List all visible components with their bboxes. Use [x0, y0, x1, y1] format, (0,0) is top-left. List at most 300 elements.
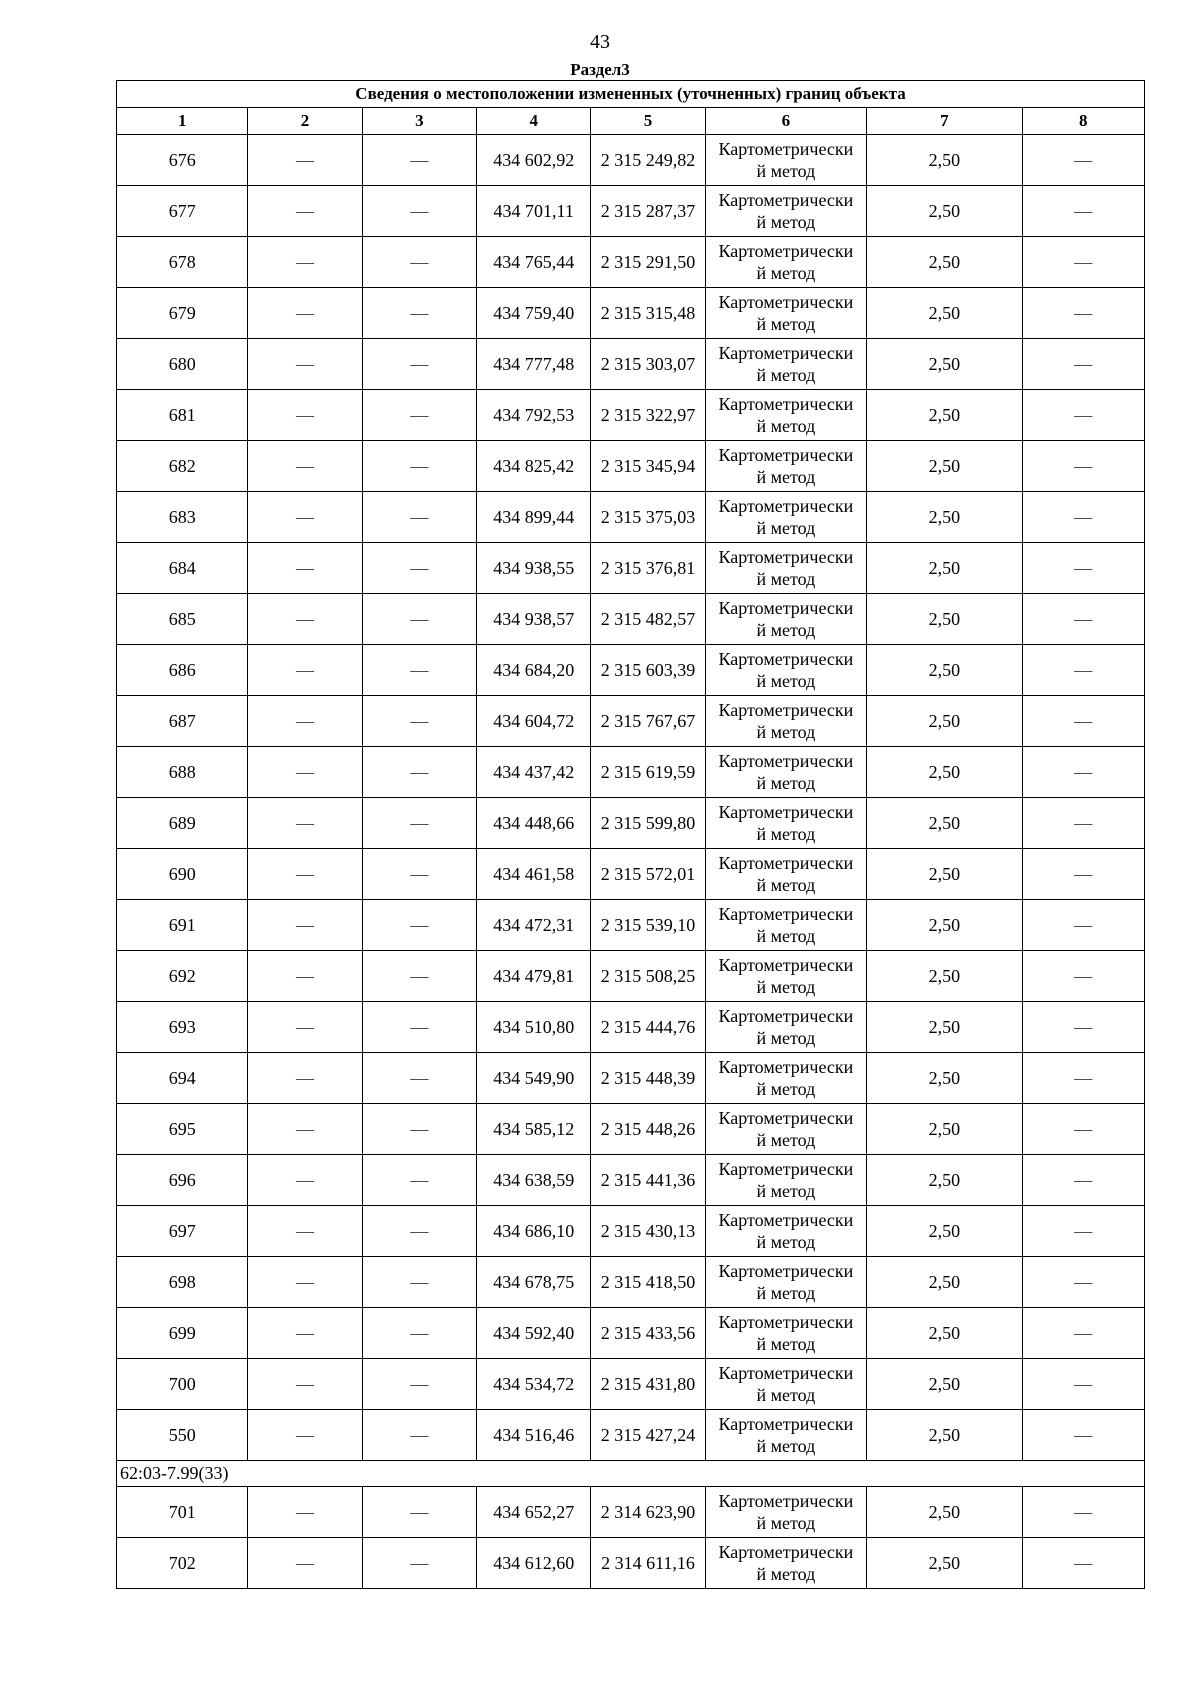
method-line-2: й метод: [756, 1513, 816, 1533]
y-coordinate-cell: 2 315 508,25: [591, 951, 705, 1002]
accuracy-cell: 2,50: [867, 135, 1022, 186]
group-header-row: [117, 1461, 1145, 1487]
method-line-2: й метод: [756, 161, 816, 181]
method-line-2: й метод: [756, 1028, 816, 1048]
table-row: [117, 339, 1145, 390]
column-3-cell: —: [362, 645, 476, 696]
x-coordinate-cell: 434 686,10: [477, 1206, 591, 1257]
column-8-cell: —: [1022, 1104, 1144, 1155]
table-row: [117, 1104, 1145, 1155]
column-3-cell: —: [362, 798, 476, 849]
column-3-cell: —: [362, 849, 476, 900]
accuracy-cell: 2,50: [867, 1487, 1022, 1538]
method-cell: [705, 237, 866, 288]
accuracy-cell: 2,50: [867, 747, 1022, 798]
column-3-cell: —: [362, 288, 476, 339]
table-row: [117, 747, 1145, 798]
column-2-cell: —: [248, 288, 362, 339]
point-number-cell: 692: [117, 951, 248, 1002]
accuracy-cell: 2,50: [867, 1206, 1022, 1257]
column-3-cell: —: [362, 237, 476, 288]
table-row: [117, 1206, 1145, 1257]
column-2-cell: —: [248, 900, 362, 951]
table-row: [117, 1002, 1145, 1053]
method-line-1: Картометрически: [718, 1057, 854, 1077]
method-line-1: Картометрически: [718, 1363, 854, 1383]
method-line-2: й метод: [756, 314, 816, 334]
table-row: [117, 1155, 1145, 1206]
point-number-cell: 677: [117, 186, 248, 237]
method-line-2: й метод: [756, 1130, 816, 1150]
column-8-cell: —: [1022, 1538, 1144, 1589]
method-cell: [705, 645, 866, 696]
method-line-1: Картометрически: [718, 853, 854, 873]
point-number-cell: 685: [117, 594, 248, 645]
x-coordinate-cell: 434 604,72: [477, 696, 591, 747]
column-2-cell: —: [248, 1053, 362, 1104]
method-line-2: й метод: [756, 1564, 816, 1584]
table-row: [117, 186, 1145, 237]
method-line-1: Картометрически: [718, 1006, 854, 1026]
point-number-cell: 689: [117, 798, 248, 849]
x-coordinate-cell: 434 638,59: [477, 1155, 591, 1206]
x-coordinate-cell: 434 612,60: [477, 1538, 591, 1589]
method-line-2: й метод: [756, 671, 816, 691]
column-2-cell: —: [248, 1155, 362, 1206]
table-body: [117, 135, 1145, 1589]
method-cell: [705, 1538, 866, 1589]
column-8-cell: —: [1022, 288, 1144, 339]
column-3-cell: —: [362, 186, 476, 237]
y-coordinate-cell: 2 315 430,13: [591, 1206, 705, 1257]
x-coordinate-cell: 434 479,81: [477, 951, 591, 1002]
point-number-cell: 691: [117, 900, 248, 951]
method-line-1: Картометрически: [718, 1312, 854, 1332]
column-8-cell: —: [1022, 1308, 1144, 1359]
y-coordinate-cell: 2 315 427,24: [591, 1410, 705, 1461]
method-line-1: Картометрически: [718, 955, 854, 975]
y-coordinate-cell: 2 315 444,76: [591, 1002, 705, 1053]
accuracy-cell: 2,50: [867, 900, 1022, 951]
column-number-5: 5: [591, 108, 705, 135]
column-2-cell: —: [248, 1359, 362, 1410]
method-line-1: Картометрически: [718, 1542, 854, 1562]
table-row: [117, 1538, 1145, 1589]
point-number-cell: 694: [117, 1053, 248, 1104]
column-3-cell: —: [362, 951, 476, 1002]
y-coordinate-cell: 2 314 623,90: [591, 1487, 705, 1538]
table-row: [117, 594, 1145, 645]
column-2-cell: —: [248, 390, 362, 441]
y-coordinate-cell: 2 314 611,16: [591, 1538, 705, 1589]
y-coordinate-cell: 2 315 441,36: [591, 1155, 705, 1206]
accuracy-cell: 2,50: [867, 1155, 1022, 1206]
method-cell: [705, 390, 866, 441]
column-3-cell: —: [362, 543, 476, 594]
y-coordinate-cell: 2 315 433,56: [591, 1308, 705, 1359]
column-3-cell: —: [362, 1053, 476, 1104]
y-coordinate-cell: 2 315 603,39: [591, 645, 705, 696]
method-line-1: Картометрически: [718, 1108, 854, 1128]
method-line-1: Картометрически: [718, 1159, 854, 1179]
column-8-cell: —: [1022, 849, 1144, 900]
x-coordinate-cell: 434 684,20: [477, 645, 591, 696]
x-coordinate-cell: 434 652,27: [477, 1487, 591, 1538]
column-2-cell: —: [248, 798, 362, 849]
method-line-2: й метод: [756, 824, 816, 844]
column-3-cell: —: [362, 1104, 476, 1155]
column-8-cell: —: [1022, 1206, 1144, 1257]
column-3-cell: —: [362, 696, 476, 747]
accuracy-cell: 2,50: [867, 288, 1022, 339]
method-line-2: й метод: [756, 212, 816, 232]
method-line-2: й метод: [756, 1079, 816, 1099]
y-coordinate-cell: 2 315 482,57: [591, 594, 705, 645]
x-coordinate-cell: 434 792,53: [477, 390, 591, 441]
y-coordinate-cell: 2 315 619,59: [591, 747, 705, 798]
method-line-2: й метод: [756, 518, 816, 538]
method-line-1: Картометрически: [718, 1261, 854, 1281]
column-number-4: 4: [477, 108, 591, 135]
point-number-cell: 679: [117, 288, 248, 339]
method-line-1: Картометрически: [718, 1210, 854, 1230]
method-cell: [705, 1257, 866, 1308]
x-coordinate-cell: 434 448,66: [477, 798, 591, 849]
method-cell: [705, 339, 866, 390]
method-cell: [705, 1002, 866, 1053]
point-number-cell: 698: [117, 1257, 248, 1308]
x-coordinate-cell: 434 437,42: [477, 747, 591, 798]
table-row: [117, 645, 1145, 696]
column-2-cell: —: [248, 237, 362, 288]
column-number-8: 8: [1022, 108, 1144, 135]
column-2-cell: —: [248, 951, 362, 1002]
method-line-2: й метод: [756, 722, 816, 742]
method-line-1: Картометрически: [718, 394, 854, 414]
y-coordinate-cell: 2 315 345,94: [591, 441, 705, 492]
method-line-1: Картометрически: [718, 343, 854, 363]
column-8-cell: —: [1022, 696, 1144, 747]
accuracy-cell: 2,50: [867, 390, 1022, 441]
method-line-2: й метод: [756, 1232, 816, 1252]
method-line-1: Картометрически: [718, 1491, 854, 1511]
y-coordinate-cell: 2 315 767,67: [591, 696, 705, 747]
point-number-cell: 681: [117, 390, 248, 441]
column-8-cell: —: [1022, 492, 1144, 543]
point-number-cell: 686: [117, 645, 248, 696]
method-line-1: Картометрически: [718, 496, 854, 516]
column-2-cell: —: [248, 1002, 362, 1053]
point-number-cell: 702: [117, 1538, 248, 1589]
point-number-cell: 687: [117, 696, 248, 747]
method-line-2: й метод: [756, 773, 816, 793]
section-label: Раздел3: [570, 60, 630, 79]
method-cell: [705, 288, 866, 339]
accuracy-cell: 2,50: [867, 849, 1022, 900]
method-cell: [705, 492, 866, 543]
method-cell: [705, 1410, 866, 1461]
column-8-cell: —: [1022, 1487, 1144, 1538]
y-coordinate-cell: 2 315 418,50: [591, 1257, 705, 1308]
x-coordinate-cell: 434 678,75: [477, 1257, 591, 1308]
column-number-row: [117, 108, 1145, 135]
point-number-cell: 678: [117, 237, 248, 288]
column-3-cell: —: [362, 339, 476, 390]
x-coordinate-cell: 434 534,72: [477, 1359, 591, 1410]
x-coordinate-cell: 434 461,58: [477, 849, 591, 900]
accuracy-cell: 2,50: [867, 1410, 1022, 1461]
x-coordinate-cell: 434 602,92: [477, 135, 591, 186]
method-cell: [705, 747, 866, 798]
x-coordinate-cell: 434 585,12: [477, 1104, 591, 1155]
point-number-cell: 697: [117, 1206, 248, 1257]
accuracy-cell: 2,50: [867, 1538, 1022, 1589]
point-number-cell: 680: [117, 339, 248, 390]
column-2-cell: —: [248, 747, 362, 798]
column-2-cell: —: [248, 1410, 362, 1461]
y-coordinate-cell: 2 315 291,50: [591, 237, 705, 288]
method-cell: [705, 1155, 866, 1206]
y-coordinate-cell: 2 315 315,48: [591, 288, 705, 339]
column-3-cell: —: [362, 1206, 476, 1257]
method-cell: [705, 696, 866, 747]
method-line-1: Картометрически: [718, 139, 854, 159]
point-number-cell: 693: [117, 1002, 248, 1053]
method-line-2: й метод: [756, 1436, 816, 1456]
method-cell: [705, 186, 866, 237]
accuracy-cell: 2,50: [867, 1002, 1022, 1053]
column-8-cell: —: [1022, 441, 1144, 492]
x-coordinate-cell: 434 701,11: [477, 186, 591, 237]
method-cell: [705, 543, 866, 594]
method-line-2: й метод: [756, 620, 816, 640]
column-8-cell: —: [1022, 237, 1144, 288]
column-3-cell: —: [362, 1359, 476, 1410]
column-8-cell: —: [1022, 798, 1144, 849]
column-2-cell: —: [248, 1308, 362, 1359]
method-line-1: Картометрически: [718, 547, 854, 567]
column-3-cell: —: [362, 1257, 476, 1308]
column-8-cell: —: [1022, 594, 1144, 645]
column-3-cell: —: [362, 1487, 476, 1538]
accuracy-cell: 2,50: [867, 1359, 1022, 1410]
method-line-1: Картометрически: [718, 802, 854, 822]
coordinates-table: [116, 80, 1145, 1589]
column-2-cell: —: [248, 1206, 362, 1257]
column-3-cell: —: [362, 900, 476, 951]
point-number-cell: 684: [117, 543, 248, 594]
accuracy-cell: 2,50: [867, 1308, 1022, 1359]
column-8-cell: —: [1022, 186, 1144, 237]
accuracy-cell: 2,50: [867, 543, 1022, 594]
y-coordinate-cell: 2 315 287,37: [591, 186, 705, 237]
column-number-7: 7: [867, 108, 1022, 135]
table-row: [117, 1257, 1145, 1308]
accuracy-cell: 2,50: [867, 798, 1022, 849]
column-8-cell: —: [1022, 900, 1144, 951]
point-number-cell: 688: [117, 747, 248, 798]
column-2-cell: —: [248, 186, 362, 237]
column-2-cell: —: [248, 849, 362, 900]
table-row: [117, 390, 1145, 441]
method-line-2: й метод: [756, 467, 816, 487]
method-line-1: Картометрически: [718, 649, 854, 669]
column-3-cell: —: [362, 390, 476, 441]
y-coordinate-cell: 2 315 322,97: [591, 390, 705, 441]
column-8-cell: —: [1022, 339, 1144, 390]
column-2-cell: —: [248, 441, 362, 492]
method-line-2: й метод: [756, 569, 816, 589]
column-3-cell: —: [362, 1308, 476, 1359]
column-8-cell: —: [1022, 543, 1144, 594]
accuracy-cell: 2,50: [867, 186, 1022, 237]
method-line-2: й метод: [756, 1283, 816, 1303]
column-8-cell: —: [1022, 1359, 1144, 1410]
method-line-2: й метод: [756, 263, 816, 283]
column-3-cell: —: [362, 492, 476, 543]
column-3-cell: —: [362, 1410, 476, 1461]
column-8-cell: —: [1022, 951, 1144, 1002]
column-8-cell: —: [1022, 1002, 1144, 1053]
point-number-cell: 700: [117, 1359, 248, 1410]
x-coordinate-cell: 434 759,40: [477, 288, 591, 339]
method-line-1: Картометрически: [718, 598, 854, 618]
column-2-cell: —: [248, 543, 362, 594]
method-line-2: й метод: [756, 977, 816, 997]
y-coordinate-cell: 2 315 572,01: [591, 849, 705, 900]
column-3-cell: —: [362, 1002, 476, 1053]
table-row: [117, 1410, 1145, 1461]
column-8-cell: —: [1022, 645, 1144, 696]
x-coordinate-cell: 434 938,55: [477, 543, 591, 594]
method-line-1: Картометрически: [718, 700, 854, 720]
y-coordinate-cell: 2 315 431,80: [591, 1359, 705, 1410]
method-cell: [705, 798, 866, 849]
table-row: [117, 798, 1145, 849]
table-row: [117, 1359, 1145, 1410]
accuracy-cell: 2,50: [867, 645, 1022, 696]
accuracy-cell: 2,50: [867, 339, 1022, 390]
x-coordinate-cell: 434 899,44: [477, 492, 591, 543]
accuracy-cell: 2,50: [867, 594, 1022, 645]
y-coordinate-cell: 2 315 539,10: [591, 900, 705, 951]
column-3-cell: —: [362, 747, 476, 798]
column-2-cell: —: [248, 1538, 362, 1589]
table-row: [117, 1053, 1145, 1104]
x-coordinate-cell: 434 938,57: [477, 594, 591, 645]
method-line-1: Картометрически: [718, 190, 854, 210]
column-number-6: 6: [705, 108, 866, 135]
accuracy-cell: 2,50: [867, 951, 1022, 1002]
column-number-1: 1: [117, 108, 248, 135]
column-3-cell: —: [362, 1538, 476, 1589]
cadastral-group-label: 62:03-7.99(33): [117, 1461, 1145, 1487]
column-2-cell: —: [248, 594, 362, 645]
table-row: [117, 696, 1145, 747]
column-8-cell: —: [1022, 1155, 1144, 1206]
x-coordinate-cell: 434 472,31: [477, 900, 591, 951]
accuracy-cell: 2,50: [867, 1257, 1022, 1308]
table-row: [117, 135, 1145, 186]
method-cell: [705, 1104, 866, 1155]
table-row: [117, 849, 1145, 900]
method-cell: [705, 951, 866, 1002]
page-number: 43: [590, 31, 610, 53]
method-line-2: й метод: [756, 926, 816, 946]
y-coordinate-cell: 2 315 448,39: [591, 1053, 705, 1104]
method-line-1: Картометрически: [718, 292, 854, 312]
x-coordinate-cell: 434 592,40: [477, 1308, 591, 1359]
method-cell: [705, 594, 866, 645]
table-caption: Сведения о местоположении измененных (уточненных) границ объекта: [117, 81, 1145, 108]
column-2-cell: —: [248, 492, 362, 543]
y-coordinate-cell: 2 315 376,81: [591, 543, 705, 594]
column-2-cell: —: [248, 645, 362, 696]
method-line-2: й метод: [756, 1385, 816, 1405]
method-line-2: й метод: [756, 875, 816, 895]
column-2-cell: —: [248, 696, 362, 747]
point-number-cell: 690: [117, 849, 248, 900]
column-8-cell: —: [1022, 1257, 1144, 1308]
y-coordinate-cell: 2 315 448,26: [591, 1104, 705, 1155]
column-8-cell: —: [1022, 747, 1144, 798]
method-line-1: Картометрически: [718, 751, 854, 771]
method-cell: [705, 1487, 866, 1538]
column-2-cell: —: [248, 1487, 362, 1538]
x-coordinate-cell: 434 516,46: [477, 1410, 591, 1461]
column-8-cell: —: [1022, 390, 1144, 441]
point-number-cell: 682: [117, 441, 248, 492]
method-cell: [705, 135, 866, 186]
column-8-cell: —: [1022, 1410, 1144, 1461]
table-row: [117, 492, 1145, 543]
x-coordinate-cell: 434 510,80: [477, 1002, 591, 1053]
point-number-cell: 699: [117, 1308, 248, 1359]
column-number-3: 3: [362, 108, 476, 135]
method-cell: [705, 1359, 866, 1410]
x-coordinate-cell: 434 549,90: [477, 1053, 591, 1104]
method-cell: [705, 849, 866, 900]
y-coordinate-cell: 2 315 303,07: [591, 339, 705, 390]
point-number-cell: 550: [117, 1410, 248, 1461]
method-cell: [705, 1053, 866, 1104]
method-cell: [705, 900, 866, 951]
x-coordinate-cell: 434 765,44: [477, 237, 591, 288]
method-line-2: й метод: [756, 365, 816, 385]
table-row: [117, 288, 1145, 339]
column-2-cell: —: [248, 1104, 362, 1155]
table-caption-row: [117, 81, 1145, 108]
method-cell: [705, 1308, 866, 1359]
y-coordinate-cell: 2 315 249,82: [591, 135, 705, 186]
accuracy-cell: 2,50: [867, 1053, 1022, 1104]
table-row: [117, 900, 1145, 951]
method-line-1: Картометрически: [718, 241, 854, 261]
method-line-1: Картометрически: [718, 445, 854, 465]
accuracy-cell: 2,50: [867, 1104, 1022, 1155]
column-3-cell: —: [362, 135, 476, 186]
accuracy-cell: 2,50: [867, 696, 1022, 747]
point-number-cell: 696: [117, 1155, 248, 1206]
table-row: [117, 543, 1145, 594]
column-3-cell: —: [362, 594, 476, 645]
point-number-cell: 676: [117, 135, 248, 186]
table-row: [117, 951, 1145, 1002]
point-number-cell: 701: [117, 1487, 248, 1538]
table-row: [117, 1308, 1145, 1359]
method-line-1: Картометрически: [718, 1414, 854, 1434]
method-cell: [705, 441, 866, 492]
